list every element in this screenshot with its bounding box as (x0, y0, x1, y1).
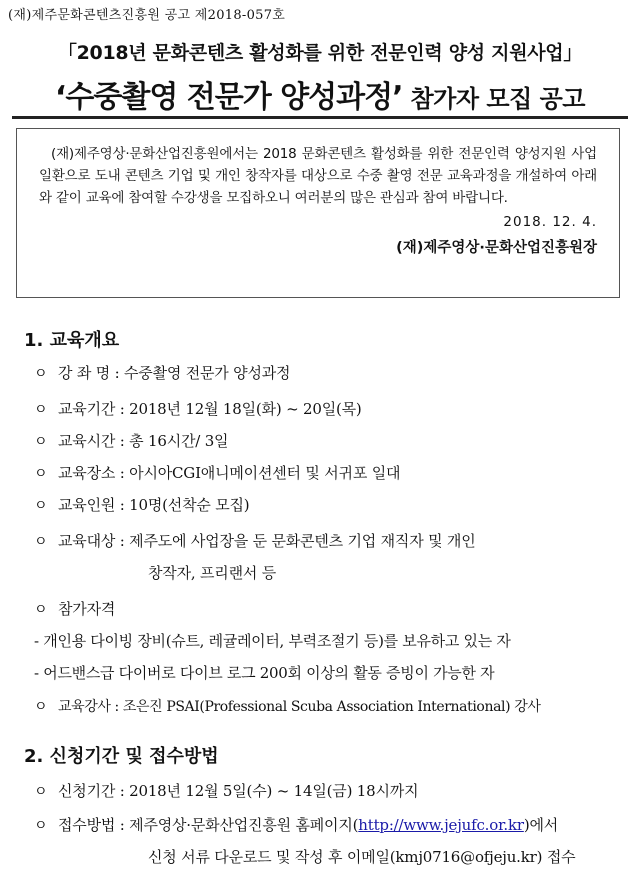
list-item (34, 494, 614, 515)
circle-bullet-icon: ㅇ (34, 784, 48, 800)
dash-bullet: - (34, 632, 39, 650)
program-title: 「2018년 문화콘텐츠 활성화를 위한 전문인력 양성 지원사업」 (57, 42, 583, 64)
item-text: 접수방법 : 제주영상·문화산업진흥원 홈페이지( (58, 816, 359, 834)
dash-bullet: - (34, 664, 39, 682)
item-text: 신청기간 : 2018년 12월 5일(수) ~ 14일(금) 18시까지 (58, 782, 419, 800)
list-item (34, 696, 614, 716)
item-continuation: 신청 서류 다운로드 및 작성 후 이메일(kmj0716@ofjeju.kr) 접수 (148, 848, 576, 866)
list-item (34, 462, 614, 483)
list-item (34, 598, 614, 619)
item-text: 강 좌 명 : 수중촬영 전문가 양성과정 (58, 364, 291, 382)
recruitment-subtitle: 참가자 모집 공고 (410, 85, 585, 113)
item-text: 참가자격 (58, 600, 116, 618)
circle-bullet-icon: ㅇ (34, 818, 48, 834)
course-name-title: ‘수중촬영 전문가 양성과정’ (55, 80, 403, 115)
notice-issuer: (재)제주영상·문화산업진흥원장 (396, 240, 597, 256)
qualification-item (34, 630, 619, 651)
circle-bullet-icon: ㅇ (34, 498, 48, 514)
item-text: 개인용 다이빙 장비(슈트, 레귤레이터, 부력조절기 등)를 보유하고 있는 자 (43, 632, 511, 650)
item-text: 교육인원 : 10명(선착순 모집) (58, 496, 250, 514)
item-text: 교육기간 : 2018년 12월 18일(화) ~ 20일(목) (58, 400, 362, 418)
list-item (34, 398, 614, 419)
circle-bullet-icon: ㅇ (34, 434, 48, 450)
list-item (34, 362, 614, 383)
list-item (34, 814, 614, 835)
circle-bullet-icon: ㅇ (34, 402, 48, 418)
page-title (0, 72, 640, 116)
circle-bullet-icon: ㅇ (34, 466, 48, 482)
notice-body: (재)제주영상·문화산업진흥원에서는 2018 문화콘텐츠 활성화를 위한 전문인력 양성지원 사업 일환으로 도내 콘텐츠 기업 및 개인 창작자를 대상으로 수중 촬영 전문 교육과정을 개설하여 아래와 같이 교육에 참여할 수강생을 모집하오니 여러분의 많은 관심과 참여 바랍니다. (39, 146, 597, 206)
circle-bullet-icon: ㅇ (34, 699, 48, 715)
list-item (34, 530, 614, 551)
circle-bullet-icon: ㅇ (34, 602, 48, 618)
item-continuation: 창작자, 프리랜서 등 (148, 564, 277, 582)
item-text: 교육장소 : 아시아CGI애니메이션센터 및 서귀포 일대 (58, 464, 401, 482)
list-item (34, 430, 614, 451)
circle-bullet-icon: ㅇ (34, 366, 48, 382)
notice-box (16, 128, 620, 298)
website-link[interactable]: http://www.jejufc.or.kr (358, 816, 524, 834)
circle-bullet-icon: ㅇ (34, 534, 48, 550)
section-title-overview: 1. 교육개요 (24, 330, 120, 351)
item-text: 교육강사 : 조은진 PSAI(Professional Scuba Association International) 강사 (58, 699, 541, 715)
item-text: 교육대상 : 제주도에 사업장을 둔 문화콘텐츠 기업 재직자 및 개인 (58, 532, 476, 550)
qualification-item (34, 662, 619, 683)
announcement-reference-number: (재)제주문화콘텐츠진흥원 공고 제2018-057호 (8, 8, 286, 23)
list-item (34, 780, 614, 801)
item-text: 교육시간 : 총 16시간/ 3일 (58, 432, 229, 450)
item-text: )에서 (523, 816, 559, 834)
notice-date: 2018. 12. 4. (503, 214, 597, 230)
title-divider (12, 116, 628, 119)
item-text: 어드밴스급 다이버로 다이브 로그 200회 이상의 활동 증빙이 가능한 자 (43, 664, 495, 682)
section-title-application: 2. 신청기간 및 접수방법 (24, 746, 219, 767)
